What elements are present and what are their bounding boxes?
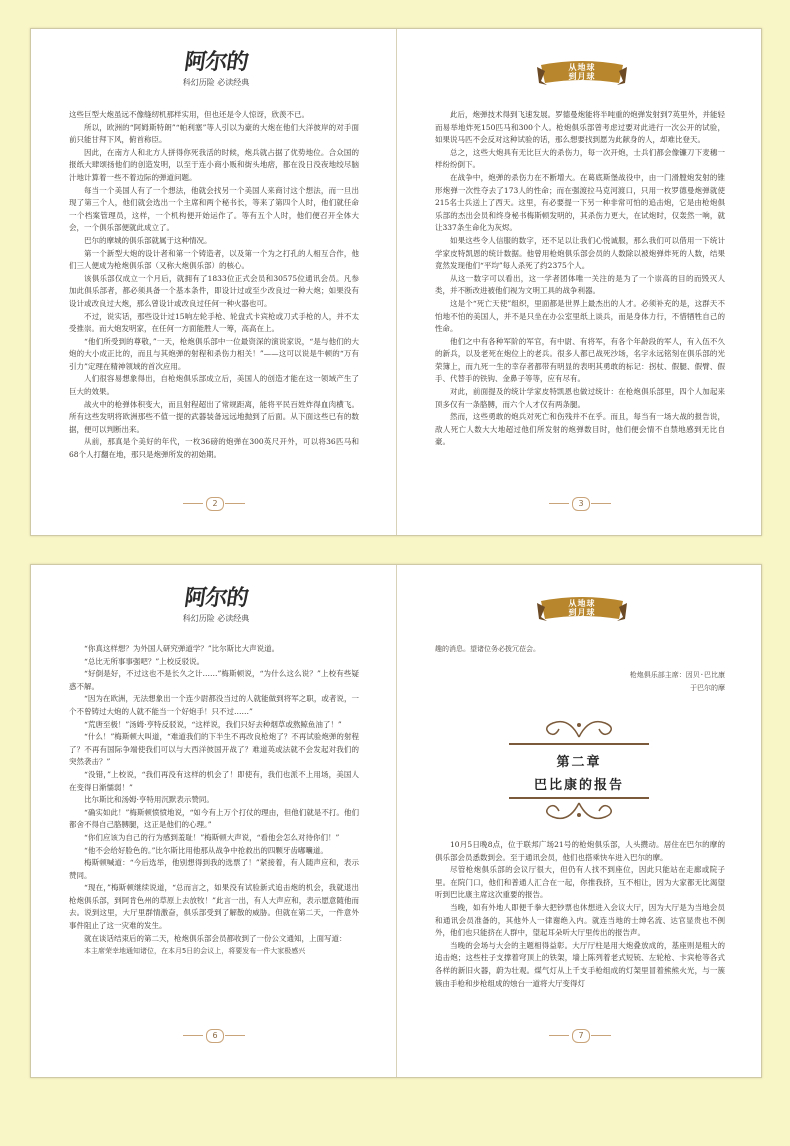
paragraph: 当晚，如有外地人即便千拳大把钞票也休想进入会议大厅，因为大厅是为当地会员和通讯会员准备的，其他外人一律谢绝入内。就连当地的士绅名流、达官显贵也不例外，他们也只能挤在人群中，望起耳朵听大厅里传出的报告声。: [435, 902, 725, 938]
page-number: [549, 1029, 611, 1041]
page-number-value: 3: [572, 497, 590, 511]
paragraph: 当晚的会场与大会的主题相得益彰。大厅厅柱是用大炮叠放成的，基座则是粗大的追击炮；这些柱子支撑着穹顶上的铁架，墙上陈列着老式短铳、左轮枪、卡宾枪等各式各样的新旧火器，蔚为壮观。煤气灯从上千支手枪组成的灯架里冒着熊熊火光，与一簇簇由手枪和步枪组成的烛台一道将大厅变得灯: [435, 940, 725, 988]
series-logo-title: 阿尔的: [182, 586, 250, 611]
paragraph: “荒唐至极！”汤姆·亨特反驳说，“这样说，我们只好去种烟草或熬鲸鱼油了！”: [84, 719, 342, 729]
paragraph: 他们之中有各种军阶的军官，有中尉、有将军，有各个年龄段的军人，有入伍不久的新兵，以及老死在炮位上的老兵。很多人都已战死沙场，名字永远铭刻在俱乐部的光荣簿上，而九死一生的幸存者都带有明显的表明其勇敢的标记：拐杖、假腿、假臂、假手、代替手的铁钩、金鼻子等等，应有尽有。: [435, 336, 725, 384]
paragraph: “什么！”梅斯顿大叫道，“难道我们的下半生不再改良枪炮了？不再试验炮弹的射程了？不再有国际争端使我们可以与大西洋彼国开战了？难道英或法就不会发起对我们的突然袭击？”: [69, 732, 359, 767]
paragraph: 从前，那真是个美好的年代，一枚36磅的炮弹在300英尺开外，可以将36匹马和68个人打翻在地，那只是炮弹所发的初始期。: [69, 437, 359, 460]
series-logo-subtitle: 科幻历险 必读经典: [182, 614, 250, 623]
ribbon-logo-line1: 从地球: [568, 599, 596, 608]
paragraph: 该俱乐部仅成立一个月后，就拥有了1833位正式会员和30575位通讯会员。凡参加此俱乐部者，都必须具备一个基本条件，即设计过或至少改良过一种大炮；如果没有设计或改良过大炮，那么曾设计或改良过任何一种火器也可。: [69, 273, 359, 308]
series-logo: [176, 587, 256, 647]
ornament-top-icon: [539, 713, 619, 739]
paragraph: 如果这些令人信服的数字，还不足以让我们心悦诚服，那么我们可以借用一下统计学家皮特凯恩的统计数据。他曾用枪炮俱乐部会员的人数除以被炮弹炸死的人数，结果竟然发现他们“平均”每人杀死了约2375个人。: [435, 235, 725, 271]
paragraph: 此后，炮弹技术得到飞速发展。罗德曼炮能将半吨重的炮弹发射到7英里外，并能轻而易举地炸死150匹马和300个人。枪炮俱乐部曾考虑过要对此进行一次公开的试验，如果说马匹不会反对这种试验的话，那么想要找到愿为此献身的人，却难比登天。: [435, 110, 725, 145]
paragraph: 总之，这些大炮具有无比巨大的杀伤力，每一次开炮，士兵们都会像镰刀下麦穗一样纷纷倒下。: [435, 147, 725, 170]
paragraph: “他们所受到的尊敬，”一天，枪炮俱乐部中一位最资深的演说家说，“是与他们的大炮的大小成正比的，而且与其炮弹的射程和杀伤力相关！”——这可以说是牛顿的“万有引力”定理在精神领域的首次应用。: [69, 336, 359, 371]
ribbon-logo: [537, 57, 627, 91]
page-7-text: [435, 839, 725, 990]
series-logo-subtitle: 科幻历险 必读经典: [182, 78, 250, 87]
series-logo: [176, 51, 256, 111]
paragraph: 然而，这些勇敢的炮兵对死亡和伤残并不在乎。而且，每当有一场大战的报告说，敌人死亡人数大大地超过他们所发射的炮弹数目时，他们便会情不自禁地感到无比自豪。: [435, 412, 725, 447]
paragraph: 不过，说实话，那些设计过15响左轮手枪、轮盘式卡宾枪或刀式手枪的人，并不太受推崇。而大炮发明家，在任何一方面能胜人一筹，高高在上。: [69, 311, 359, 334]
page-number-value: 7: [572, 1029, 590, 1043]
paragraph: “因为在欧洲，无法想象出一个连少尉都没当过的人就能做到将军之职，或者说，一个不曾铸过大炮的人就不能当一个好炮手！只不过……”: [69, 694, 359, 716]
spread-bottom: [30, 564, 762, 1078]
paragraph: “你真这样想？为外国人研究弹道学？”比尔斯比大声说道。: [84, 644, 280, 653]
paragraph: “现在，”梅斯顿继续说道，“总而言之，如果没有试验新式追击炮的机会，我就退出枪炮俱乐部，到阿肯色州的草原上去放牧！”此言一出，有人大声应和，表示愿意随他而去。说到这里，大厅里群情激奋，俱乐部受到了解散的威胁。但就在第二天，一件意外事件阻止了这一灾难的发生。: [69, 883, 359, 931]
paragraph: 每当一个美国人有了一个想法，他就会找另一个美国人来商讨这个想法，而一旦出现了第三个人，他们就会选出一个主席和两个秘书长，等来了第四个人时，他们就任命一个档案管理员，这样，一个机构便开始运作了。等有五个人时，他们便召开全体大会，一个俱乐部便就此成立了。: [69, 185, 359, 233]
spread-top: [30, 28, 762, 536]
page-number-value: 6: [206, 1029, 224, 1043]
page-number: [183, 1029, 245, 1041]
paragraph: 对此，前面提及的统计学家皮特凯恩也做过统计：在枪炮俱乐部里，四个人加起来顶多仅有一条胳膊，而六个人才仅有两条腿。: [435, 387, 725, 409]
page-number-value: 2: [206, 497, 224, 511]
letter-signature: [435, 669, 725, 694]
page-6-text: [69, 643, 359, 958]
paragraph: 这是个“死亡天使”组织，里面都是世界上最杰出的人才。必须补充的是，这群天不怕地不怕的美国人，并不是只坐在办公室里纸上谈兵，而是身体力行，不惜牺牲自己的性命。: [435, 298, 725, 334]
paragraph: 在战争中，炮弹的杀伤力在不断增大。在葛底斯堡战役中，由一门滑膛炮发射的锥形炮弹一次性夺去了173人的性命；而在强渡拉马克河渡口，只用一枚罗德曼炮弹就使215名士兵送上了西天。这里，有必要提一下另一种非常可怕的追击炮，它是由枪炮俱乐部的杰出会员和终身秘书梅斯顿发明的，其杀伤力更大，在试炮时，仅轰然一响，就让337条生命化为灰烬。: [435, 172, 725, 233]
chapter-number: 第二章: [556, 755, 602, 770]
paragraph: “他不会给好脸色的。”比尔斯比用他那从战争中抢救出的四颗牙齿嘟囔道。: [84, 845, 328, 855]
paragraph: “确实如此！”梅斯顿愤愤地说，“如今有上万个打仗的理由，但他们就是不打。他们都舍不得自己胳膊腿，这正是他们的心理。”: [69, 807, 359, 830]
paragraph: 因此，在南方人和北方人拼得你死我活的时候，炮兵就占据了优势地位。合众国的报纸大肆颂扬他们的创造发明，以至于连小商小贩和街头地痞，都在没日没夜地绞尽脑汁地计算着一些不着边际的弹道问题。: [69, 147, 359, 182]
paragraph: 比尔斯比和汤姆·亨特用沉默表示赞同。: [84, 795, 214, 805]
paragraph: 巴尔的摩城的俱乐部就属于这种情况。: [84, 235, 212, 245]
notice-letter: 本主席荣幸地通知诸位，在本月5日的会议上，将要发布一件大家极感兴: [84, 947, 306, 956]
signature-line-1: 枪炮俱乐部主席：因贝·巴比康: [629, 671, 725, 679]
series-logo-title: 阿尔的: [182, 50, 250, 75]
page-3: [397, 29, 762, 535]
paragraph: 从这一数字可以看出，这一学者团体唯一关注的是为了一个崇高的目的而毁灭人类，并不断改进被他们视为文明工具的战争利器。: [435, 273, 725, 296]
paragraph: “没错，”上校说，“我们再没有这样的机会了！即使有，我们也派不上用场，美国人在变得日渐懦弱！”: [69, 769, 359, 792]
page-number: [549, 497, 611, 509]
page-2: [31, 29, 396, 535]
page-7: [397, 565, 762, 1077]
letter-end: 趣的消息。望诸位务必拨冗莅会。: [435, 645, 540, 653]
ornament-bottom-icon: [539, 801, 619, 827]
page-6: [31, 565, 396, 1077]
paragraph: 梅斯顿喊道：“今后选举，他别想得到我的选票了！”紧接着，有人随声应和，表示赞同。: [69, 858, 359, 880]
signature-line-2: 于巴尔的摩: [690, 683, 725, 692]
paragraph: “总比无所事事强吧？”上校反驳说。: [84, 656, 205, 666]
ribbon-logo: [537, 593, 627, 627]
paragraph: 10月5日晚8点，位于联邦广场21号的枪炮俱乐部，人头攒动。居住在巴尔的摩的俱乐部会员悉数到会。至于通讯会员，他们也搭乘快车进入巴尔的摩。: [435, 840, 725, 862]
paragraph: 人们很容易想象得出，自枪炮俱乐部成立后，美国人的创造才能在这一领域产生了巨大的效果。: [69, 374, 359, 397]
paragraph: 战火中的枪弹体积变大，而且射程超出了常规距离，能将平民百姓炸得血肉横飞。所有这些发明将欧洲那些不值一提的武器装备远远地抛到了后面。从下面这些已有的数据，便可以判断出来。: [69, 399, 359, 434]
ribbon-logo-line2: 到月球: [568, 72, 596, 81]
page-3-text: [435, 109, 725, 449]
ribbon-logo-line2: 到月球: [568, 608, 596, 617]
paragraph: 第一个新型大炮的设计者和第一个铸造者，以及第一个为之打孔的人相互合作，他们三人便成为枪炮俱乐部（又称大炮俱乐部）的核心。: [69, 248, 359, 271]
paragraph: “好倒是好，不过这也不是长久之计……”梅斯顿说，“为什么这么说？”上校有些疑惑不解。: [69, 669, 359, 691]
paragraph: “你们应该为自己的行为感到羞耻！”梅斯顿大声说，“看他会怎么对待你们！”: [84, 832, 340, 842]
paragraph: 就在谈话结束后的第二天，枪炮俱乐部会员都收到了一份公文通知，上面写道：: [84, 933, 347, 943]
ribbon-logo-line1: 从地球: [568, 63, 596, 72]
chapter-heading: [509, 743, 649, 799]
paragraph: 尽管枪炮俱乐部的会议厅很大，但仍有人找不到座位，因此只能站在走廊或院子里。在院门口，他们和普通人汇合在一起，你推我挤，互不相让，因为大家都无比渴望听到巴比康主席这次重要的报告。: [435, 865, 725, 900]
chapter-title: 巴比康的报告: [533, 778, 624, 793]
paragraph: 所以，欧洲的“阿姆斯特朗”“帕利塞”等人引以为豪的大炮在他们大洋彼岸的对手面前只能甘拜下风，俯首称臣。: [69, 122, 359, 145]
paragraph: 这些巨型大炮虽远不像缝纫机那样实用，但也还是令人惊讶，欣羡不已。: [69, 110, 309, 119]
page-number: [183, 497, 245, 509]
page-2-text: [69, 109, 359, 462]
